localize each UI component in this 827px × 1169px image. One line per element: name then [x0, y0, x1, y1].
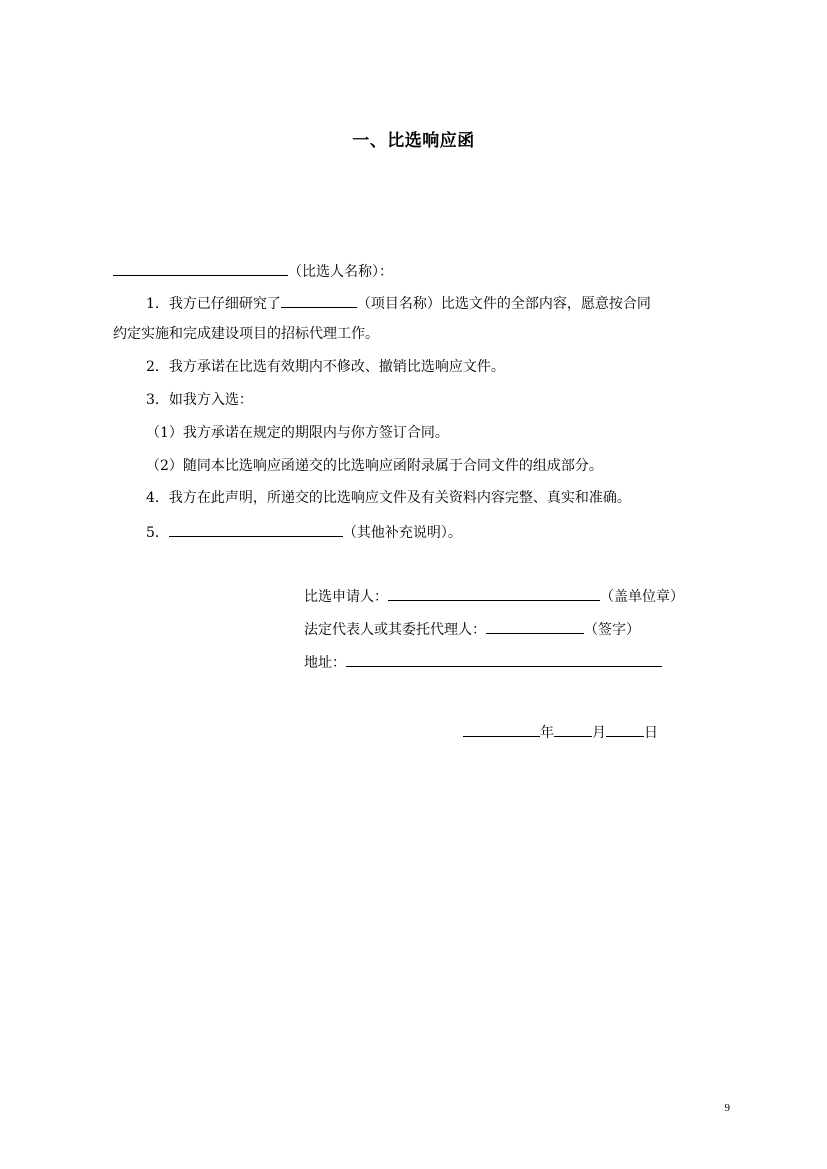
applicant-label: 比选申请人：	[304, 589, 388, 605]
item-1-suffix: （项目名称）比选文件的全部内容，愿意按合同	[356, 296, 651, 312]
month-blank[interactable]	[554, 721, 592, 737]
item-2: 2．我方承诺在比选有效期内不修改、撤销比选响应文件。	[146, 359, 505, 375]
page-number: 9	[724, 1102, 730, 1114]
year-blank[interactable]	[463, 721, 540, 737]
date-line	[463, 721, 658, 743]
item-3-1: （1）我方承诺在规定的期限内与你方签订合同。	[146, 425, 449, 441]
addressee-line	[113, 260, 393, 282]
month-label: 月	[592, 725, 606, 741]
item-3: 3．如我方入选：	[146, 392, 253, 408]
applicant-note: （盖单位章）	[600, 589, 684, 605]
representative-blank[interactable]	[486, 618, 584, 634]
day-label: 日	[644, 725, 658, 741]
item-1-prefix: 1．我方已仔细研究了	[146, 296, 281, 312]
address-label: 地址：	[304, 655, 346, 671]
applicant-line	[304, 585, 684, 607]
page-title: 一、比选响应函	[352, 131, 475, 151]
project-name-blank[interactable]	[281, 292, 357, 308]
addressee-blank[interactable]	[113, 260, 288, 276]
representative-line	[304, 618, 640, 640]
other-notes-blank[interactable]	[169, 521, 343, 537]
item-4: 4．我方在此声明，所递交的比选响应文件及有关资料内容完整、真实和准确。	[146, 490, 631, 506]
item-1-continuation: 约定实施和完成建设项目的招标代理工作。	[113, 326, 379, 342]
addressee-suffix: （比选人名称）：	[288, 264, 393, 280]
address-blank[interactable]	[346, 651, 662, 667]
item-5-prefix: 5．	[146, 525, 169, 541]
representative-note: （签字）	[584, 622, 640, 638]
item-5	[146, 521, 462, 543]
representative-label: 法定代表人或其委托代理人：	[304, 622, 486, 638]
address-line	[304, 651, 662, 673]
item-1	[146, 292, 651, 314]
day-blank[interactable]	[606, 721, 644, 737]
item-3-2: （2）随同本比选响应函递交的比选响应函附录属于合同文件的组成部分。	[146, 458, 603, 474]
item-5-suffix: （其他补充说明）。	[342, 525, 462, 541]
applicant-blank[interactable]	[388, 585, 600, 601]
year-label: 年	[540, 725, 554, 741]
